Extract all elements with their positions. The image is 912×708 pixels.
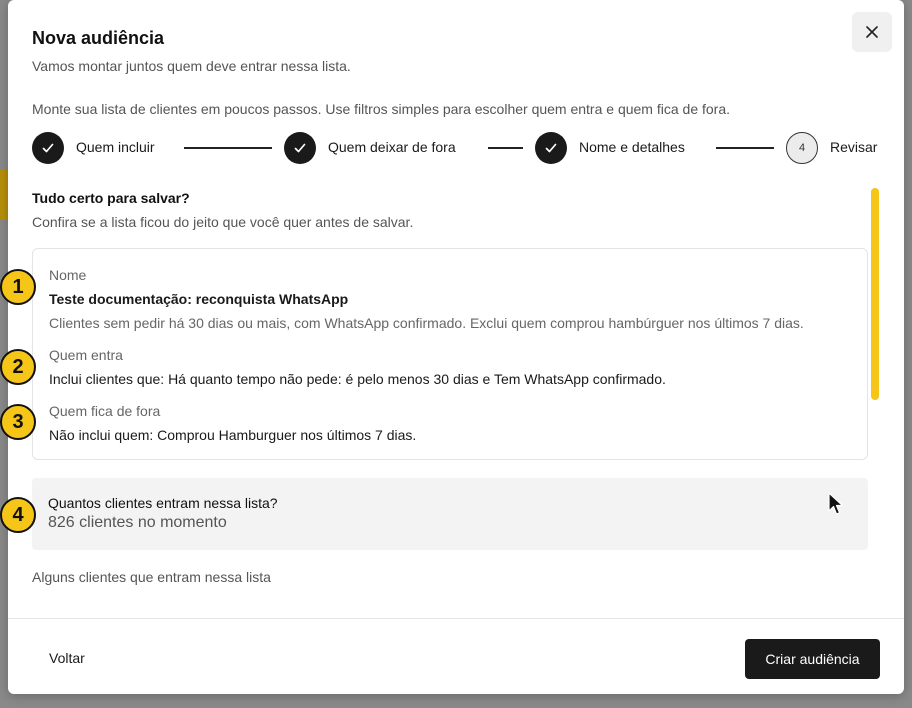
step-connector: [716, 147, 774, 149]
annotation-marker-3: 3: [0, 404, 36, 440]
step-4-number: 4: [786, 132, 818, 164]
check-icon: [293, 141, 307, 155]
new-audience-modal: [8, 0, 904, 694]
modal-title: Nova audiência: [32, 28, 165, 48]
examples-label: Alguns clientes que entram nessa lista: [32, 569, 271, 585]
include-value: Inclui clientes que: Há quanto tempo não pede: é pelo menos 30 dias e Tem WhatsApp confirmado.: [49, 371, 666, 387]
review-heading: Tudo certo para salvar?: [32, 190, 190, 206]
review-subheading: Confira se a lista ficou do jeito que você quer antes de salvar.: [32, 214, 414, 230]
step-3-label[interactable]: Nome e detalhes: [579, 139, 685, 155]
count-value: 826 clientes no momento: [48, 514, 227, 531]
check-icon: [41, 141, 55, 155]
footer-divider: [8, 618, 904, 619]
audience-count-box: [32, 478, 868, 550]
intro-text: Monte sua lista de clientes em poucos passos. Use filtros simples para escolher quem entra e quem fica de fora.: [32, 101, 731, 117]
count-title: Quantos clientes entram nessa lista?: [48, 495, 278, 511]
background-accent: [0, 170, 8, 220]
back-button[interactable]: Voltar: [49, 650, 85, 666]
scrollbar-thumb[interactable]: [871, 188, 879, 400]
step-1-check: [32, 132, 64, 164]
step-1-label[interactable]: Quem incluir: [76, 139, 155, 155]
close-icon: [866, 26, 878, 38]
step-connector: [488, 147, 523, 149]
step-3-check: [535, 132, 567, 164]
check-icon: [544, 141, 558, 155]
exclude-value: Não inclui quem: Comprou Hamburguer nos últimos 7 dias.: [49, 427, 417, 443]
description-text: Clientes sem pedir há 30 dias ou mais, com WhatsApp confirmado. Exclui quem comprou hambúrguer nos últimos 7 dias.: [49, 315, 804, 331]
create-audience-button[interactable]: Criar audiência: [745, 639, 880, 679]
name-label: Nome: [49, 267, 87, 283]
name-value: Teste documentação: reconquista WhatsApp: [49, 291, 349, 307]
annotation-marker-4: 4: [0, 497, 36, 533]
step-connector: [184, 147, 272, 149]
modal-subtitle: Vamos montar juntos quem deve entrar nessa lista.: [32, 58, 351, 74]
include-label: Quem entra: [49, 347, 123, 363]
mouse-cursor-icon: [828, 492, 844, 516]
annotation-marker-1: 1: [0, 269, 36, 305]
review-scroll-area[interactable]: [8, 180, 878, 606]
annotation-marker-2: 2: [0, 349, 36, 385]
step-2-check: [284, 132, 316, 164]
summary-card: [32, 248, 868, 460]
exclude-label: Quem fica de fora: [49, 403, 161, 419]
step-4-label[interactable]: Revisar: [830, 139, 878, 155]
close-button[interactable]: [852, 12, 892, 52]
step-2-label[interactable]: Quem deixar de fora: [328, 139, 456, 155]
